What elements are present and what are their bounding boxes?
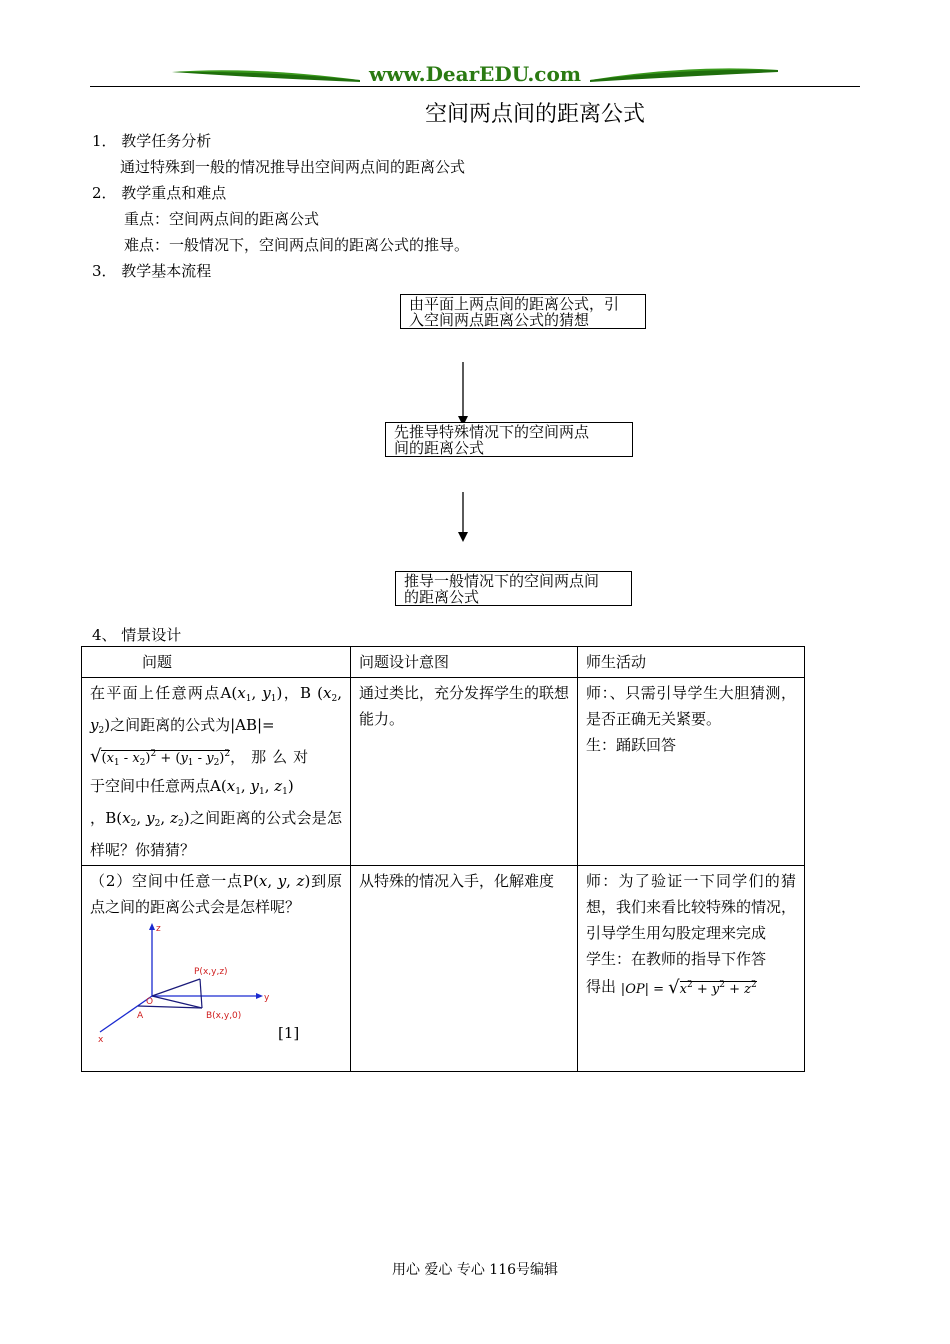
section-3-heading: 3． 教学基本流程: [92, 262, 212, 280]
row1-q-part3: ，那么对: [230, 748, 315, 766]
row2-activity-teacher: 师：为了验证一下同学们的猜想，我们来看比较特殊的情况，引导学生用勾股定理来完成: [586, 872, 797, 942]
row2-q-part1: （2）空间中任意一点: [90, 872, 243, 890]
row1-activity-teacher: 师：、只需引导学生大胆猜测，是否正确无关紧要。: [586, 684, 796, 728]
flow-box-1-line-2: 入空间两点距离公式的猜想: [409, 311, 590, 329]
row2-q-part2: 到原点之间的距离公式会是怎样呢？: [90, 872, 342, 916]
row1-q-point-a: A: [220, 684, 232, 702]
row2-intent-cell: 从特殊的情况入手，化解难度: [351, 866, 578, 1072]
flow-box-3-line-2: 的距离公式: [404, 588, 480, 606]
section-2-heading: 2． 教学重点和难点: [92, 184, 227, 202]
scenario-table: [81, 646, 805, 1072]
table-header-question: 问题: [82, 647, 351, 678]
row1-q-part5: 之间距离的公式会是怎样呢？你猜猜？: [90, 809, 342, 859]
row1-q-coord-a-3d: ($x_1$, $y_1$, $z_1$): [220, 777, 294, 797]
row2-q-coord-p: (x, y, z): [252, 872, 311, 890]
row1-question-cell: 在平面上任意两点$A(x_1$, $y_1$)，B ($x_2$, $y_2$)之间距离的公式为|AB|= $√(x_1 - x_2)^2 + (y_1 - y_2)^2$，那么对 于空间中任意两点$A(x_1$, $y_1$, $z_1$) ，$B(x_2$, $y_2$, $z_2$)之间距离的公式会是怎样呢？你猜猜？: [82, 678, 351, 866]
figure-label-z: z: [156, 924, 161, 934]
row1-q-part1: 在平面上任意两点: [90, 684, 221, 702]
figure-label-o: O: [146, 997, 154, 1007]
row2-q-point-p: P: [242, 872, 253, 890]
flow-arrow-2: [455, 490, 475, 546]
difficult-point-text: 难点：一般情况下，空间两点间的距离公式的推导。: [124, 236, 470, 254]
table-header-activity: 师生活动: [578, 647, 805, 678]
coordinate-axes-diagram: [90, 920, 290, 1046]
row1-q-point-a-3d: A: [210, 777, 221, 795]
table-row: [82, 866, 805, 1072]
row1-activity-cell: [578, 678, 805, 866]
page-title: 空间两点间的距离公式: [425, 102, 646, 127]
row1-q-coord-a: ($x_1$, $y_1$): [231, 684, 283, 704]
row1-q-part2: 之间距离的公式为|AB|=: [110, 716, 275, 734]
row2-activity-cell: [578, 866, 805, 1072]
section-1-heading: 1． 教学任务分析: [92, 132, 212, 150]
row1-intent-cell: 通过类比，充分发挥学生的联想能力。: [351, 678, 578, 866]
flow-arrow-1: [455, 360, 475, 430]
figure-reference: [1]: [278, 1024, 300, 1042]
row1-q-part4: 于空间中任意两点: [90, 777, 211, 795]
row1-q-point-b: B: [300, 684, 312, 702]
figure-label-a: A: [137, 1011, 144, 1021]
figure-label-p: P(x,y,z): [194, 967, 228, 977]
row1-distance-formula: $√(x_1 - x_2)^2 + (y_1 - y_2)^2$: [90, 746, 231, 768]
coordinate-figure: [90, 920, 342, 1048]
section-4-heading: 4、 情景设计: [92, 626, 182, 644]
row2-question-cell: [82, 866, 351, 1072]
flow-box-2-line-2: 间的距离公式: [394, 439, 485, 457]
page-footer: 用心 爱心 专心 116号编辑: [391, 1262, 559, 1278]
table-header-intent: 问题设计意图: [351, 647, 578, 678]
row1-q-point-b-3d: B: [105, 809, 117, 827]
header-logo: [170, 62, 780, 88]
logo-text: www.DearEDU.com: [368, 62, 581, 86]
flow-box-2-line-1: 先推导特殊情况下的空间两点: [394, 423, 590, 441]
row2-activity-result: 得出: [586, 977, 617, 996]
row1-q-coord-b: ($x_2$, $y_2$): [90, 684, 342, 736]
row1-activity-student: 生：踊跃回答: [586, 736, 677, 754]
flow-box-3: [395, 571, 632, 606]
section-1-text: 通过特殊到一般的情况推导出空间两点间的距离公式: [120, 158, 466, 176]
figure-label-x: x: [98, 1035, 104, 1045]
flow-box-1: [400, 294, 646, 329]
figure-label-y: y: [264, 993, 270, 1003]
key-point-text: 重点：空间两点间的距离公式: [124, 210, 320, 228]
row2-activity-result-line: [586, 972, 796, 1003]
row1-q-coord-b-3d: ($x_2$, $y_2$, $z_2$): [116, 809, 190, 829]
table-header-row: [82, 647, 805, 678]
flow-box-1-line-1: 由平面上两点间的距离公式，引: [409, 295, 620, 313]
row2-activity-student: 学生：在教师的指导下作答: [586, 950, 767, 968]
flow-box-2: [385, 422, 633, 457]
table-row: [82, 678, 805, 866]
figure-label-b: B(x,y,0): [206, 1011, 242, 1021]
header-divider: [90, 86, 860, 87]
flow-box-3-line-1: 推导一般情况下的空间两点间: [404, 572, 600, 590]
op-distance-formula: $|OP| = √x^2 + y^2 + z^2$: [620, 977, 757, 998]
